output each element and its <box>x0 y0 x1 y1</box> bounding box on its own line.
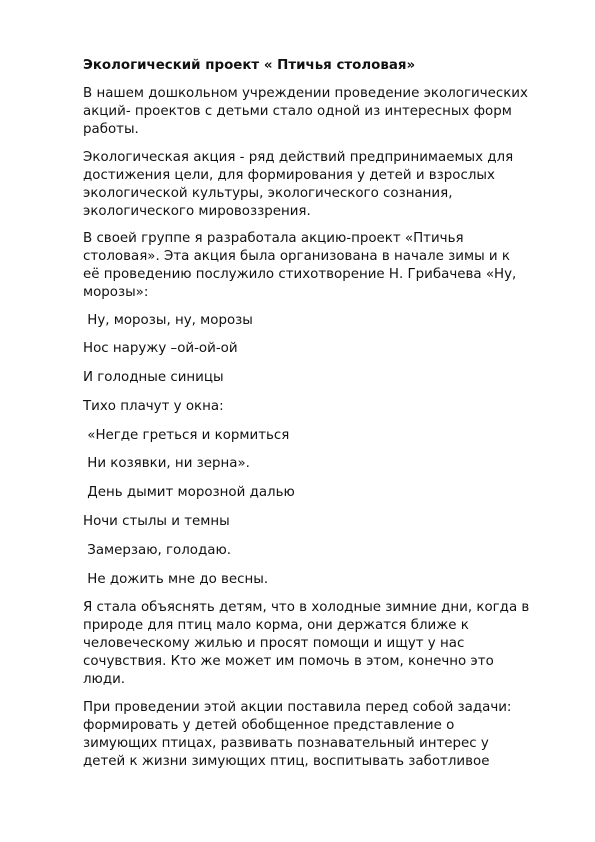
paragraph-line: работы. <box>83 122 139 137</box>
poem <box>83 312 553 589</box>
paragraph-line: природе для птиц мало корма, они держатся ближе к <box>83 618 469 634</box>
paragraph-line: столовая». Эта акция была организована в начале зимы и к <box>83 249 510 264</box>
paragraph-line: В нашем дошкольном учреждении проведение экологических <box>83 86 528 101</box>
paragraph-line: её проведению послужило стихотворение Н. Грибачева «Ну, <box>83 267 517 282</box>
poem-line: Ну, морозы, ну, морозы <box>83 312 253 328</box>
paragraph-line: При проведении этой акции поставила перед собой задачи: <box>83 699 512 715</box>
paragraph-line: люди. <box>83 672 126 688</box>
paragraph-line: детей к жизни зимующих птиц, воспитывать заботливое <box>83 753 490 769</box>
paragraph-tasks <box>83 699 553 771</box>
paragraph-explanation <box>83 599 553 689</box>
paragraph-line: морозы»: <box>83 285 149 300</box>
paragraph-intro <box>83 85 553 139</box>
paragraph-definition <box>83 149 553 221</box>
paragraph-line: человеческому жилью и просят помощи и ищут у нас <box>83 636 465 652</box>
poem-line: Ни козявки, ни зерна». <box>83 456 250 472</box>
paragraph-line: достижения цели, для формирования у детей и взрослых <box>83 167 495 183</box>
poem-line: День дымит морозной далью <box>83 485 295 501</box>
paragraph-line: экологической культуры, экологического сознания, <box>83 185 453 201</box>
poem-line: Ночи стылы и темны <box>83 514 230 530</box>
paragraph-line: формировать у детей обобщенное представление о <box>83 717 455 733</box>
paragraph-line: Я стала объяснять детям, что в холодные зимние дни, когда в <box>83 600 530 616</box>
poem-line: Нос наружу –ой-ой-ой <box>83 341 238 357</box>
paragraph-line: экологического мировоззрения. <box>83 203 311 219</box>
paragraph-line: зимующих птицах, развивать познавательный интерес у <box>83 735 489 751</box>
poem-line: Не дожить мне до весны. <box>83 571 269 587</box>
paragraph-line: сочувствия. Кто же может им помочь в этом, конечно это <box>83 654 494 670</box>
document-title: Экологический проект « Птичья столовая» <box>83 58 416 73</box>
document-page <box>83 57 553 780</box>
poem-line: Тихо плачут у окна: <box>83 398 224 414</box>
poem-line: И голодные синицы <box>83 370 224 386</box>
poem-line: «Негде греться и кормиться <box>83 427 290 443</box>
poem-line: Замерзаю, голодаю. <box>83 542 231 558</box>
paragraph-project <box>83 230 553 302</box>
paragraph-line: В своей группе я разработала акцию-проект «Птичья <box>83 231 464 246</box>
paragraph-line: Экологическая акция - ряд действий предпринимаемых для <box>83 149 514 165</box>
paragraph-line: акций- проектов с детьми стало одной из интересных форм <box>83 104 512 119</box>
